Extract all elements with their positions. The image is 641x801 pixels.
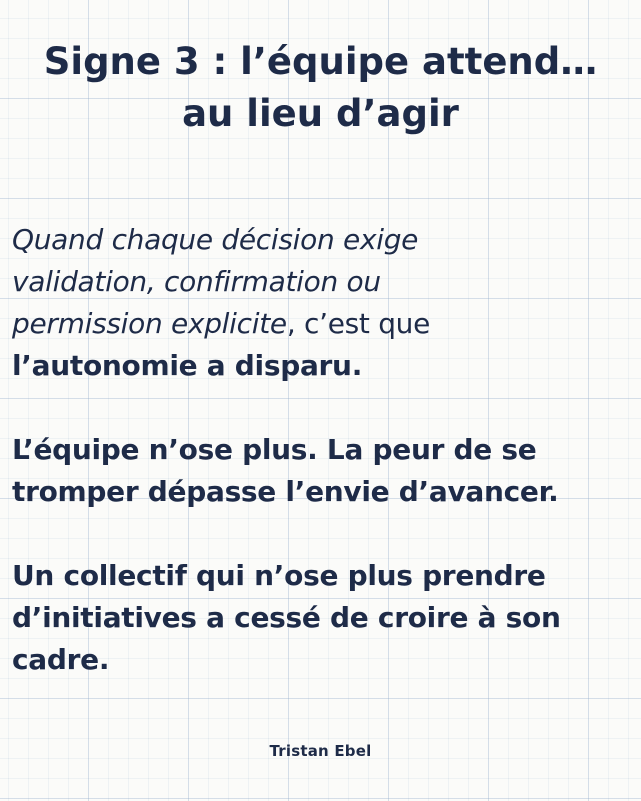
paragraph-3-line-1: Un collectif qui n’ose plus prendre: [12, 559, 546, 592]
paragraph-1-line-4: l’autonomie a disparu.: [12, 349, 363, 382]
page-title: [0, 36, 641, 140]
paragraph-autonomy: [12, 219, 632, 387]
paragraph-3-line-2: d’initiatives a cessé de croire à son: [12, 601, 561, 634]
paragraph-1-line-3: [12, 303, 632, 345]
paragraph-2-line-1: L’équipe n’ose plus. La peur de se: [12, 433, 537, 466]
title-line-2: au lieu d’agir: [182, 92, 459, 135]
paragraph-2-line-2: tromper dépasse l’envie d’avancer.: [12, 475, 559, 508]
paragraph-1-line-2: validation, confirmation ou: [12, 265, 381, 298]
title-line-1: Signe 3 : l’équipe attend…: [43, 40, 598, 83]
post-body: [12, 219, 632, 681]
author-name: Tristan Ebel: [269, 742, 372, 760]
paragraph-1-line-1: Quand chaque décision exige: [12, 223, 419, 256]
paragraph-3-line-3: cadre.: [12, 643, 110, 676]
paragraph-collective: [12, 555, 632, 681]
paragraph-fear: [12, 429, 632, 513]
paragraph-1-line-3-italic: permission explicite: [12, 307, 287, 340]
paragraph-1-line-3-regular: , c’est que: [286, 307, 431, 340]
